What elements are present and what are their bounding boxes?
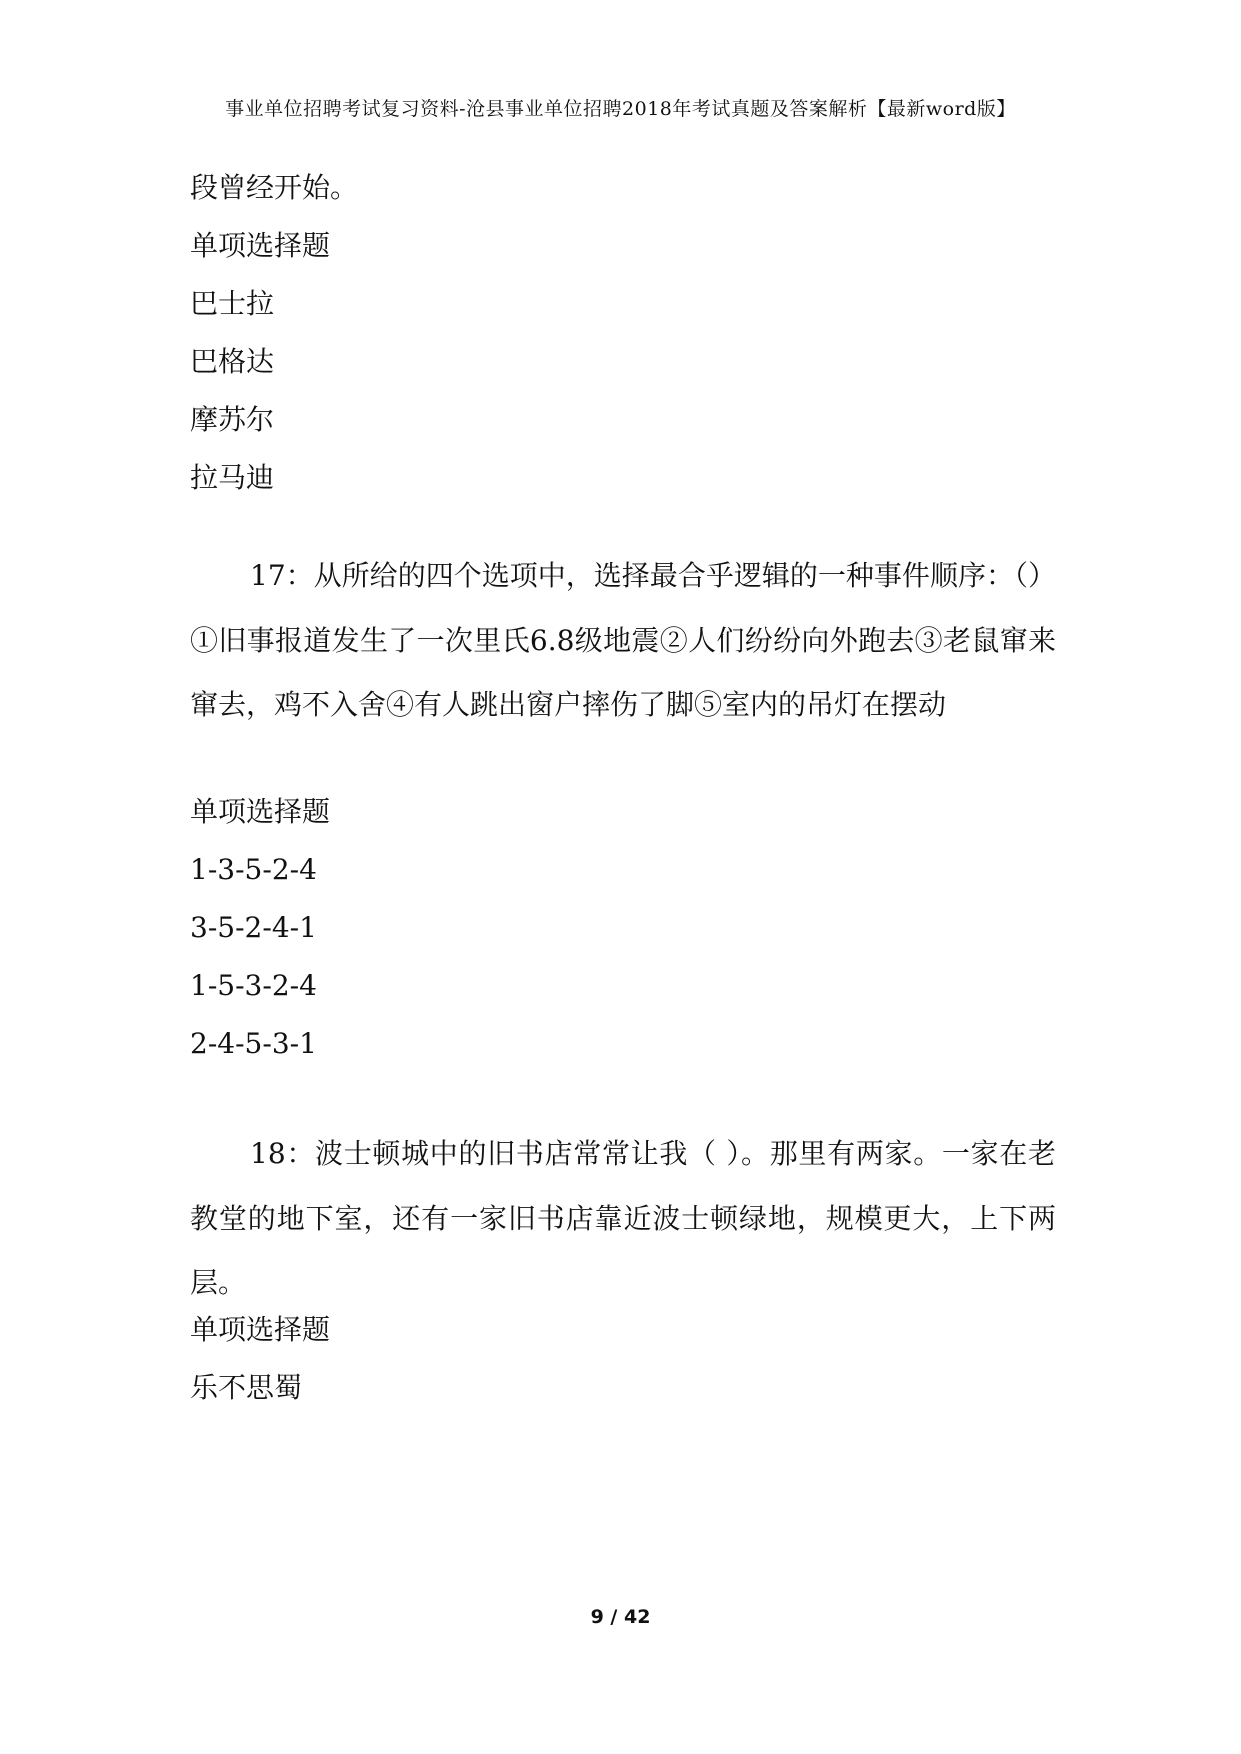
option-d: 2-4-5-3-1: [190, 1027, 317, 1060]
option-d: 拉马迪: [190, 461, 275, 494]
question-18-text: 18：波士顿城中的旧书店常常让我（ ）。那里有两家。一家在老教堂的地下室，还有一家旧书店靠近波士顿绿地，规模更大，上下两层。: [190, 1137, 1056, 1299]
option-a: 乐不思蜀: [190, 1371, 303, 1404]
page-number: 9 / 42: [590, 1606, 651, 1628]
option-b: 3-5-2-4-1: [190, 911, 317, 944]
option-c: 1-5-3-2-4: [190, 969, 317, 1002]
option-a: 巴士拉: [190, 287, 275, 320]
option-c: 摩苏尔: [190, 403, 275, 436]
continuation-text: 段曾经开始。: [190, 171, 359, 204]
question-17-text: 17：从所给的四个选项中，选择最合乎逻辑的一种事件顺序：（）①旧事报道发生了一次里氏6.8级地震②人们纷纷向外跑去③老鼠窜来窜去，鸡不入舍④有人跳出窗户摔伤了脚⑤室内的吊灯在摆动: [190, 559, 1056, 721]
question-type: 单项选择题: [190, 229, 331, 262]
question-type: 单项选择题: [190, 1313, 331, 1346]
option-a: 1-3-5-2-4: [190, 853, 317, 886]
page-header: 事业单位招聘考试复习资料-沧县事业单位招聘2018年考试真题及答案解析【最新word版】: [225, 98, 1016, 120]
option-b: 巴格达: [190, 345, 275, 378]
question-type: 单项选择题: [190, 795, 331, 828]
